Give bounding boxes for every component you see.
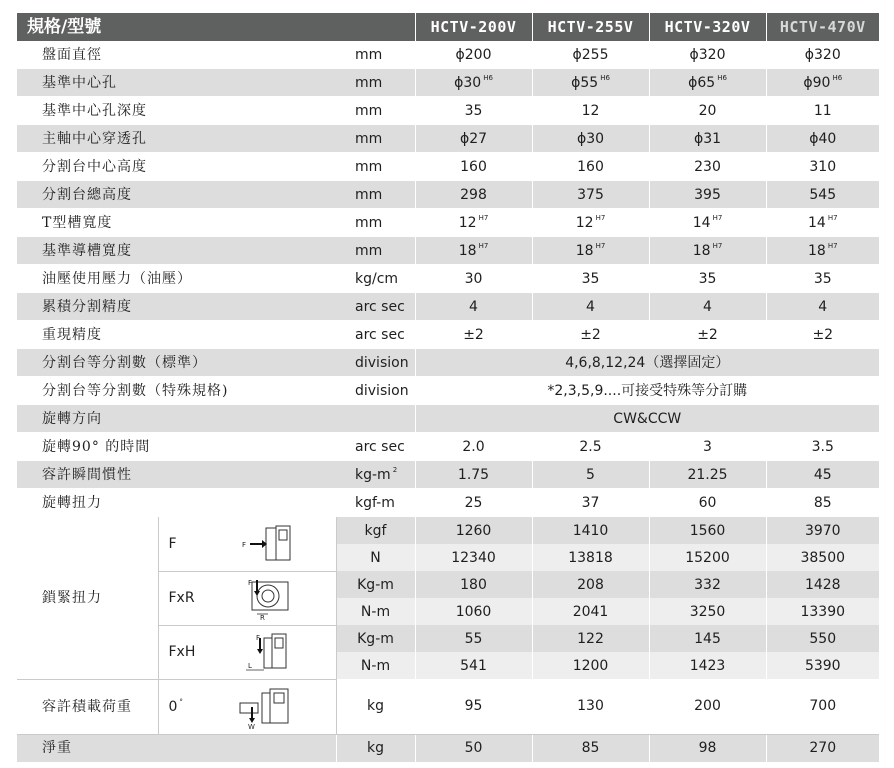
value-text: 12 <box>575 214 594 231</box>
value-cell: 2.5 <box>532 433 649 461</box>
superscript: 2 <box>392 465 398 474</box>
value-cell: 3.5 <box>766 433 879 461</box>
value-text: 4 <box>703 298 712 315</box>
lock-subgroup-content <box>169 522 336 566</box>
value-cell <box>649 265 766 293</box>
diagram-wrapper <box>238 522 296 566</box>
row-unit: Kg-m <box>336 571 415 598</box>
row-label: 累積分割精度 <box>17 293 336 321</box>
row-label: 旋轉扭力 <box>17 489 336 517</box>
value-text: 395 <box>694 186 721 203</box>
force-front-diagram-icon <box>238 522 296 566</box>
lock-subgroup-name: FxR <box>168 590 195 606</box>
value-text: ϕ320 <box>689 46 726 63</box>
value-cell: 200 <box>649 679 766 734</box>
value-cell: 180 <box>415 571 532 598</box>
value-text: 18 <box>575 242 594 259</box>
span-value: 4,6,8,12,24（選擇固定） <box>415 349 879 377</box>
spec-row <box>17 41 879 69</box>
row-unit: mm <box>336 125 415 153</box>
lock-subgroup-content <box>169 630 336 674</box>
value-cell <box>415 41 532 69</box>
value-text: ±2 <box>580 326 601 343</box>
icon-label: F <box>247 579 252 587</box>
value-cell <box>766 181 879 209</box>
header-row <box>17 13 879 41</box>
value-cell: 98 <box>649 734 766 762</box>
spec-row-span <box>17 377 879 405</box>
value-cell: 122 <box>532 625 649 652</box>
value-cell: 550 <box>766 625 879 652</box>
diagram-wrapper <box>238 685 296 729</box>
superscript: H6 <box>483 73 493 82</box>
value-cell: 5 <box>532 461 649 489</box>
diagram-wrapper <box>238 630 296 674</box>
value-cell <box>649 97 766 125</box>
superscript: H7 <box>595 213 606 222</box>
spec-row <box>17 97 879 125</box>
value-text: 18 <box>458 242 477 259</box>
value-text: ϕ55 <box>571 74 599 91</box>
spec-row-span <box>17 405 879 433</box>
value-cell: 1410 <box>532 517 649 545</box>
value-cell: 50 <box>415 734 532 762</box>
net-weight-row <box>17 734 879 762</box>
value-text: ϕ30 <box>576 130 605 147</box>
value-cell <box>766 265 879 293</box>
value-cell: 1560 <box>649 517 766 545</box>
value-cell <box>532 237 649 265</box>
value-cell: 1428 <box>766 571 879 598</box>
value-cell <box>766 237 879 265</box>
value-cell: 21.25 <box>649 461 766 489</box>
row-label: 盤面直徑 <box>17 41 336 69</box>
value-cell: 3970 <box>766 517 879 545</box>
value-text: ±2 <box>812 326 834 343</box>
model-header-4: HCTV-470V <box>766 13 879 41</box>
value-text: ϕ90 <box>803 74 831 91</box>
value-text: 14 <box>807 214 826 231</box>
row-label: 基準導槽寬度 <box>17 237 336 265</box>
load-subgroup-content <box>169 685 336 729</box>
value-cell: 37 <box>532 489 649 517</box>
value-cell <box>766 153 879 181</box>
row-unit: mm <box>336 181 415 209</box>
spec-row <box>17 293 879 321</box>
value-cell <box>649 209 766 237</box>
value-cell <box>766 209 879 237</box>
value-cell <box>649 321 766 349</box>
row-label: T型槽寬度 <box>17 209 336 237</box>
value-text: 30 <box>464 270 483 287</box>
value-text: 12 <box>458 214 477 231</box>
value-cell: 208 <box>532 571 649 598</box>
value-cell <box>415 69 532 97</box>
row-unit: mm <box>336 153 415 181</box>
row-unit <box>336 405 415 433</box>
spec-row <box>17 237 879 265</box>
value-text: ±2 <box>463 326 484 343</box>
value-cell: 25 <box>415 489 532 517</box>
row-label: 容許積載荷重 <box>17 679 158 734</box>
unit-text: kg-m <box>355 466 391 483</box>
table-title: 規格/型號 <box>17 13 415 41</box>
row-unit: mm <box>336 97 415 125</box>
value-cell <box>766 293 879 321</box>
diagram-wrapper <box>238 576 296 620</box>
value-cell <box>532 153 649 181</box>
value-cell: 700 <box>766 679 879 734</box>
icon-label: R <box>259 614 265 620</box>
value-cell <box>532 321 649 349</box>
row-unit: kgf <box>336 517 415 545</box>
value-cell: 1200 <box>532 652 649 679</box>
superscript: H6 <box>717 73 727 82</box>
row-label: 分割台等分割數（標準） <box>17 349 336 377</box>
value-cell: 1423 <box>649 652 766 679</box>
unit-text: arc sec <box>355 438 405 455</box>
row-label: 淨重 <box>17 734 336 762</box>
row-unit: N-m <box>336 598 415 625</box>
value-cell: 1.75 <box>415 461 532 489</box>
spec-row <box>17 265 879 293</box>
value-cell <box>649 41 766 69</box>
value-cell: 145 <box>649 625 766 652</box>
row-label: 分割台等分割數（特殊規格) <box>17 377 336 405</box>
value-text: 18 <box>692 242 711 259</box>
spec-row <box>17 321 879 349</box>
value-cell: 60 <box>649 489 766 517</box>
row-unit: N-m <box>336 652 415 679</box>
row-unit: mm <box>336 209 415 237</box>
row-unit: division <box>336 377 415 405</box>
value-cell <box>649 153 766 181</box>
value-cell: 85 <box>766 489 879 517</box>
unit-text: kgf-m <box>355 494 395 511</box>
spec-row <box>17 153 879 181</box>
value-text: 310 <box>809 158 837 175</box>
value-cell <box>415 97 532 125</box>
spec-row-span <box>17 349 879 377</box>
row-unit: mm <box>336 237 415 265</box>
row-unit: mm <box>336 41 415 69</box>
value-cell <box>532 69 649 97</box>
value-text: 11 <box>813 102 832 119</box>
value-cell <box>415 153 532 181</box>
value-text: 375 <box>577 186 604 203</box>
value-cell: 45 <box>766 461 879 489</box>
value-text: 35 <box>813 270 832 287</box>
superscript: H7 <box>827 241 838 250</box>
row-label: 旋轉90° 的時間 <box>17 433 336 461</box>
value-text: ϕ27 <box>459 130 488 147</box>
lock-torque-label: 鎖緊扭力 <box>17 517 158 680</box>
value-cell <box>649 293 766 321</box>
spec-row <box>17 461 879 489</box>
value-cell: 270 <box>766 734 879 762</box>
value-text: 18 <box>807 242 826 259</box>
value-cell: 3250 <box>649 598 766 625</box>
value-cell <box>415 181 532 209</box>
model-header-3: HCTV-320V <box>649 13 766 41</box>
lock-subgroup-content <box>169 576 336 620</box>
value-cell: 130 <box>532 679 649 734</box>
value-text: 35 <box>464 102 483 119</box>
row-unit <box>336 433 415 461</box>
value-cell: 1260 <box>415 517 532 545</box>
value-text: ϕ320 <box>804 46 841 63</box>
row-label: 分割台中心高度 <box>17 153 336 181</box>
value-cell <box>532 125 649 153</box>
weight-load-diagram-icon <box>238 685 296 729</box>
value-cell: 3 <box>649 433 766 461</box>
value-cell <box>415 209 532 237</box>
lock-subgroup <box>158 571 336 625</box>
value-text: 4 <box>586 298 595 315</box>
value-cell <box>532 209 649 237</box>
row-unit: kg <box>336 734 415 762</box>
superscript: H6 <box>600 73 610 82</box>
value-text: ±2 <box>697 326 718 343</box>
value-text: ϕ200 <box>455 46 492 63</box>
icon-label: F <box>241 540 246 549</box>
spec-row <box>17 209 879 237</box>
value-text: 230 <box>694 158 721 175</box>
row-unit: Kg-m <box>336 625 415 652</box>
lock-subgroup <box>158 625 336 679</box>
value-cell <box>649 181 766 209</box>
superscript: ° <box>179 697 183 706</box>
superscript: H7 <box>478 213 489 222</box>
lock-subgroup <box>158 517 336 572</box>
superscript: H7 <box>712 241 723 250</box>
value-cell: 332 <box>649 571 766 598</box>
value-text: 160 <box>577 158 604 175</box>
icon-label: F <box>255 634 260 642</box>
value-text: 545 <box>809 186 837 203</box>
row-unit: arc sec <box>336 321 415 349</box>
value-cell: 55 <box>415 625 532 652</box>
value-text: 298 <box>460 186 487 203</box>
lock-subgroup-name: F <box>168 535 177 552</box>
superscript: H7 <box>595 241 606 250</box>
force-radius-diagram-icon <box>238 576 296 620</box>
model-header-2: HCTV-255V <box>532 13 649 41</box>
value-text: 35 <box>581 270 600 287</box>
lock-subgroup-name: FxH <box>168 644 196 660</box>
value-cell <box>415 293 532 321</box>
value-cell <box>649 237 766 265</box>
value-cell: 13390 <box>766 598 879 625</box>
spec-row <box>17 125 879 153</box>
value-text: ϕ65 <box>688 74 716 91</box>
value-cell <box>532 265 649 293</box>
spec-row <box>17 181 879 209</box>
value-text: ϕ40 <box>809 130 837 147</box>
value-cell <box>532 293 649 321</box>
force-height-diagram-icon <box>238 630 296 674</box>
value-text: ϕ30 <box>454 74 482 91</box>
value-cell <box>415 237 532 265</box>
value-text: 35 <box>698 270 717 287</box>
value-text: 160 <box>460 158 487 175</box>
value-text: 14 <box>692 214 711 231</box>
row-label: 重現精度 <box>17 321 336 349</box>
spec-table <box>17 13 879 762</box>
value-cell <box>766 69 879 97</box>
row-label: 旋轉方向 <box>17 405 336 433</box>
value-cell: 12340 <box>415 544 532 571</box>
span-value: *2,3,5,9....可接受特殊等分訂購 <box>415 377 879 405</box>
load-angle-value: 0 <box>168 698 178 715</box>
spec-row <box>17 433 879 461</box>
value-cell <box>415 321 532 349</box>
value-cell: 13818 <box>532 544 649 571</box>
value-text: 4 <box>818 298 828 315</box>
value-text: 12 <box>581 102 600 119</box>
value-cell <box>649 125 766 153</box>
row-unit: kg/cm <box>336 265 415 293</box>
value-text: 20 <box>698 102 717 119</box>
value-cell <box>766 321 879 349</box>
row-label: 容許瞬間慣性 <box>17 461 336 489</box>
icon-label: L <box>247 662 252 670</box>
row-label: 分割台總高度 <box>17 181 336 209</box>
row-unit: division <box>336 349 415 377</box>
value-cell <box>766 125 879 153</box>
value-cell <box>415 265 532 293</box>
value-cell <box>766 97 879 125</box>
value-cell <box>532 181 649 209</box>
row-label: 主軸中心穿透孔 <box>17 125 336 153</box>
value-text: ϕ31 <box>693 130 722 147</box>
value-cell: 85 <box>532 734 649 762</box>
span-value: CW&CCW <box>415 405 879 433</box>
value-cell <box>415 125 532 153</box>
value-cell: 1060 <box>415 598 532 625</box>
row-unit: N <box>336 544 415 571</box>
model-header-1: HCTV-200V <box>415 13 532 41</box>
row-unit: kg <box>336 679 415 734</box>
value-cell: 95 <box>415 679 532 734</box>
superscript: H6 <box>832 73 843 82</box>
load-angle <box>169 699 183 715</box>
row-unit: mm <box>336 69 415 97</box>
superscript: H7 <box>712 213 723 222</box>
value-cell: 38500 <box>766 544 879 571</box>
value-cell <box>532 41 649 69</box>
superscript: H7 <box>478 241 489 250</box>
value-text: ϕ255 <box>572 46 609 63</box>
value-cell <box>649 69 766 97</box>
load-row <box>17 679 879 734</box>
spec-row <box>17 69 879 97</box>
row-unit <box>336 461 415 489</box>
value-cell <box>766 41 879 69</box>
icon-label: W <box>247 722 255 729</box>
row-unit <box>336 489 415 517</box>
value-cell: 2.0 <box>415 433 532 461</box>
row-label: 基準中心孔深度 <box>17 97 336 125</box>
superscript: H7 <box>827 213 838 222</box>
lock-row <box>17 517 879 545</box>
load-subgroup <box>158 679 336 734</box>
row-unit: arc sec <box>336 293 415 321</box>
value-cell: 541 <box>415 652 532 679</box>
value-cell: 15200 <box>649 544 766 571</box>
spec-row <box>17 489 879 517</box>
value-cell: 2041 <box>532 598 649 625</box>
value-cell: 5390 <box>766 652 879 679</box>
row-label: 油壓使用壓力（油壓） <box>17 265 336 293</box>
value-cell <box>532 97 649 125</box>
row-label: 基準中心孔 <box>17 69 336 97</box>
value-text: 4 <box>469 298 478 315</box>
